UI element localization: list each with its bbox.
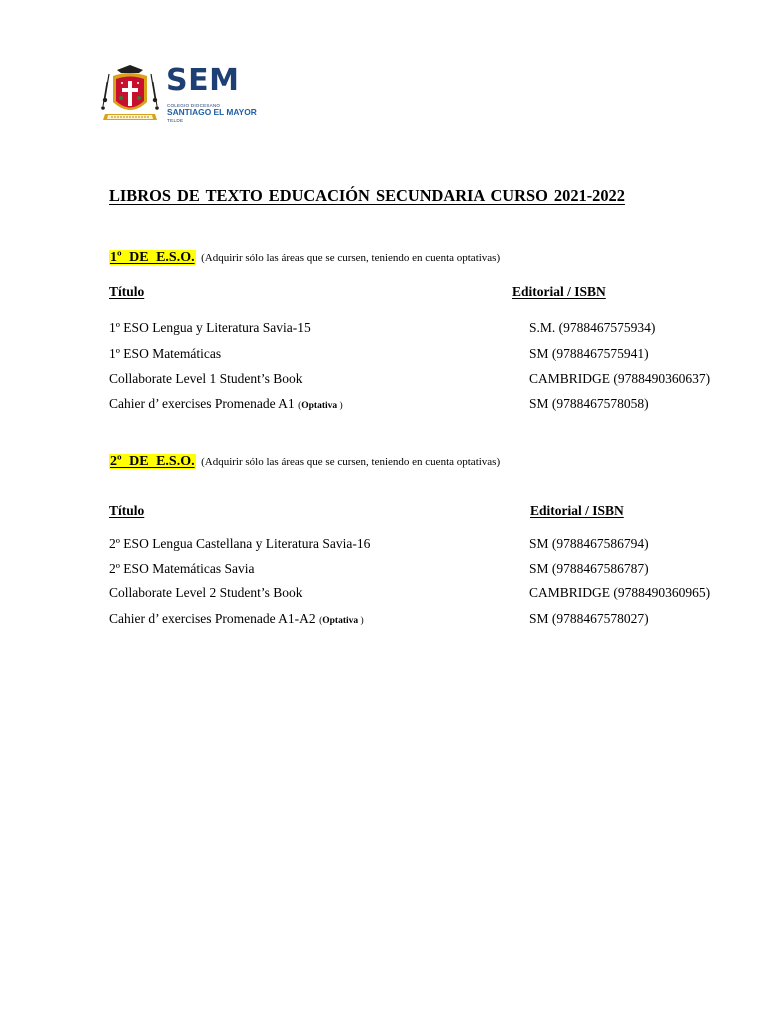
document-title: LIBROS DE TEXTO EDUCACIÓN SECUNDARIA CURSO 2021-2022 xyxy=(109,186,625,205)
grade-heading-1 xyxy=(109,250,500,266)
book-title xyxy=(109,611,364,627)
book-editorial: SM (9788467586794) xyxy=(529,536,649,551)
book-editorial: S.M. (9788467575934) xyxy=(529,320,656,335)
book-title: Collaborate Level 2 Student’s Book xyxy=(109,585,303,600)
optional-open-paren: ( xyxy=(298,401,302,411)
grade-label: 1º DE E.S.O. xyxy=(110,250,195,265)
brand-subtitle-top: COLEGIO DIOCESANO xyxy=(167,103,221,108)
book-title: 2º ESO Lengua Castellana y Literatura Savia-16 xyxy=(109,536,371,551)
book-title: 1º ESO Matemáticas xyxy=(109,346,222,361)
column-header-editorial: Editorial / ISBN xyxy=(530,503,624,518)
optional-close-paren: ) xyxy=(337,401,343,411)
book-title: Collaborate Level 1 Student’s Book xyxy=(109,371,303,386)
book-editorial: CAMBRIDGE (9788490360637) xyxy=(529,371,711,386)
school-crest-icon xyxy=(99,64,161,126)
book-editorial: SM (9788467578058) xyxy=(529,396,649,411)
school-logo xyxy=(99,64,259,126)
column-header-title: Título xyxy=(109,284,145,299)
grade-note: (Adquirir sólo las áreas que se cursen, teniendo en cuenta optativas) xyxy=(201,252,501,264)
grade-heading-2 xyxy=(109,454,500,470)
book-editorial: SM (9788467586787) xyxy=(529,561,649,576)
book-editorial: SM (9788467578027) xyxy=(529,611,649,626)
book-title: 1º ESO Lengua y Literatura Savia-15 xyxy=(109,320,311,335)
optional-tag: Optativa xyxy=(322,616,359,626)
book-title-text: Cahier d’ exercises Promenade A1-A2 xyxy=(109,611,316,626)
brand-name: SEM xyxy=(166,63,240,98)
column-header-title: Título xyxy=(109,503,145,518)
optional-open-paren: ( xyxy=(319,616,323,626)
optional-tag: Optativa xyxy=(301,401,338,411)
grade-label: 2º DE E.S.O. xyxy=(110,454,195,469)
brand-school-name: SANTIAGO EL MAYOR xyxy=(167,107,257,117)
optional-close-paren: ) xyxy=(358,616,364,626)
book-editorial: CAMBRIDGE (9788490360965) xyxy=(529,585,711,600)
grade-note: (Adquirir sólo las áreas que se cursen, teniendo en cuenta optativas) xyxy=(201,456,501,468)
book-title: 2º ESO Matemáticas Savia xyxy=(109,561,255,576)
brand-city: TELDE xyxy=(167,118,184,123)
school-brand xyxy=(166,65,261,125)
column-header-editorial: Editorial / ISBN xyxy=(512,284,606,299)
book-title xyxy=(109,396,343,412)
book-title-text: Cahier d’ exercises Promenade A1 xyxy=(109,396,295,411)
book-editorial: SM (9788467575941) xyxy=(529,346,649,361)
